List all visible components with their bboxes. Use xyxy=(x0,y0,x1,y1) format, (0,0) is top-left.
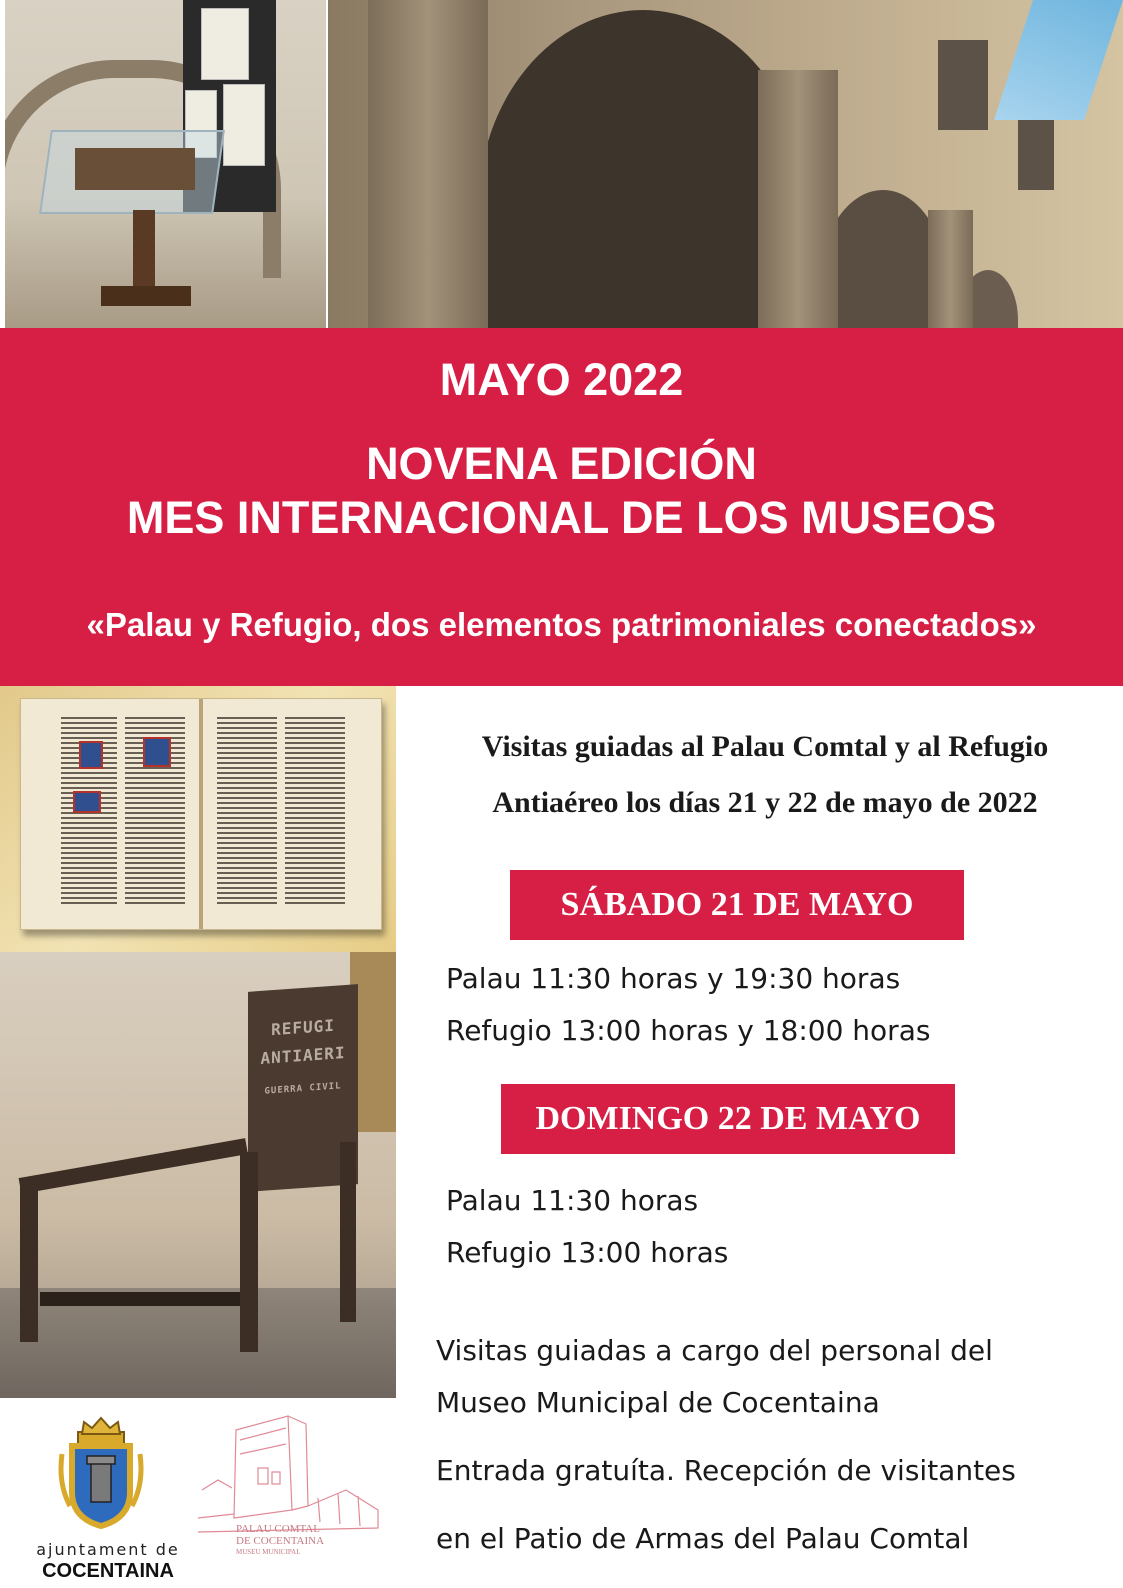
edition-heading: NOVENA EDICIÓN xyxy=(366,438,757,489)
palau-comtal-logo xyxy=(188,1410,388,1570)
entrance-railing xyxy=(240,1152,258,1352)
title-banner xyxy=(0,328,1123,686)
saturday-badge: SÁBADO 21 DE MAYO xyxy=(510,870,964,940)
entrance-railing xyxy=(20,1182,38,1342)
plaque-text-line: GUERRA CIVIL xyxy=(264,1081,342,1097)
logo-line-ajuntament: ajuntament de xyxy=(36,1540,180,1559)
illuminated-initial xyxy=(73,791,101,813)
entrance-railing xyxy=(340,1142,356,1322)
entry-info-line-1: Entrada gratuíta. Recepción de visitantes xyxy=(436,1454,1016,1487)
saturday-refugio-schedule: Refugio 13:00 horas y 18:00 horas xyxy=(446,1014,931,1047)
logo-palau-line-1: PALAU COMTAL xyxy=(236,1523,320,1535)
ajuntament-cocentaina-logo xyxy=(18,1410,180,1585)
illuminated-initial xyxy=(79,741,103,769)
plaque-text-line: ANTIAERI xyxy=(260,1043,346,1068)
air-raid-shelter-photo xyxy=(0,952,396,1398)
palace-arcade-photo xyxy=(328,0,1123,328)
display-stand-base xyxy=(101,286,191,306)
manuscript-photo xyxy=(0,686,396,952)
window xyxy=(1018,120,1054,190)
guides-info-line-2: Museo Municipal de Cocentaina xyxy=(436,1386,880,1419)
stone-column xyxy=(368,0,488,328)
framed-document xyxy=(201,8,249,80)
display-stand xyxy=(133,210,155,290)
entrance-railing xyxy=(19,1138,248,1194)
sunday-palau-schedule: Palau 11:30 horas xyxy=(446,1184,699,1217)
logo-line-town: COCENTAINA xyxy=(42,1560,174,1582)
text-column xyxy=(217,717,277,907)
stone-column xyxy=(928,210,973,328)
text-column xyxy=(285,717,345,907)
window xyxy=(938,40,988,130)
coat-of-arms-icon xyxy=(58,1414,144,1530)
top-photo-strip xyxy=(0,0,1123,328)
saturday-palau-schedule: Palau 11:30 horas y 19:30 horas xyxy=(446,962,901,995)
framed-document xyxy=(223,84,265,166)
stone-column xyxy=(758,70,838,328)
intro-line-2: Antiaéreo los días 21 y 22 de mayo de 2022 xyxy=(492,786,1038,819)
sunday-refugio-schedule: Refugio 13:00 horas xyxy=(446,1236,729,1269)
entry-info-line-2: en el Patio de Armas del Palau Comtal xyxy=(436,1522,970,1555)
displayed-book xyxy=(75,148,195,190)
book-spine xyxy=(199,699,203,929)
event-subtitle: «Palau y Refugio, dos elementos patrimoniales conectados» xyxy=(86,606,1037,643)
palace-outline-icon xyxy=(188,1410,388,1570)
intro-line-1: Visitas guiadas al Palau Comtal y al Refugio xyxy=(481,730,1049,763)
stair-step xyxy=(40,1292,240,1306)
plaque-text-line: REFUGI xyxy=(271,1015,335,1040)
sky xyxy=(994,0,1123,120)
sunday-badge: DOMINGO 22 DE MAYO xyxy=(501,1084,955,1154)
guides-info-line-1: Visitas guiadas a cargo del personal del xyxy=(436,1334,993,1367)
open-manuscript xyxy=(20,698,382,930)
logo-palau-line-3: MUSEU MUNICIPAL xyxy=(236,1548,301,1556)
logo-palau-line-2: DE COCENTAINA xyxy=(236,1535,325,1547)
event-title: MES INTERNACIONAL DE LOS MUSEOS xyxy=(126,492,997,543)
illuminated-initial xyxy=(143,737,171,767)
event-date-heading: MAYO 2022 xyxy=(439,354,684,405)
museum-showcase-photo xyxy=(5,0,326,328)
